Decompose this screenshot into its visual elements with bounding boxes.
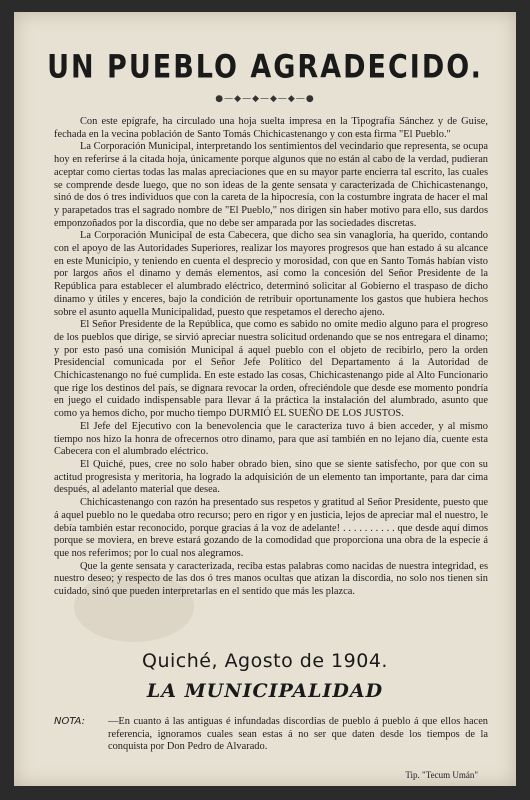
paragraph: Que la gente sensata y caracterizada, reciba estas palabras como nacidas de nuestra integridad, es nuestro deseo; y respecto de las dos ó tres manos ocultas que atizan la discordia, no solo nos tienen sin cuidado, sinó que pueden interpretarlas en el sentido que más les plazca. xyxy=(54,560,488,598)
printed-sheet xyxy=(14,12,516,786)
paragraph: El Jefe del Ejecutivo con la benevolencia que le caracteriza tuvo á bien acceder, y al mismo tiempo nos hizo la honra de ofrecernos otro dinamo, para que así también en no lejano día, cuente esta Cabecera con el alumbrado eléctrico. xyxy=(54,420,488,458)
paragraph: Chichicastenango con razón ha presentado sus respetos y gratitud al Señor Presidente, puesto que á aquel pueblo no le quedaba otro recurso; pero en rigor y en justicia, lejos de apreciar mal el nuestro, le debía también estar reconocido, porque gracias á la voz de adelante! . . . . . . . . . . que desde aquí dimos porque se moviera, en breve estará gozando de la comodidad que proporciona una obra de la especie á que nos referimos; por lo cual nos alegramos. xyxy=(54,497,488,559)
paragraph: La Corporación Municipal de esta Cabecera, que dicho sea sin vanagloria, ha querido, contando con el apoyo de las Autoridades Superiores, realizar los mayores progresos que han estado á su alcance en este Municipio, y teniendo en cuenta el desprecio y morosidad, con que en Santo Tomás habían visto por largos años el dinamo y demás elementos, así como la concesión del Señor Presidente de la República para establecer el alumbrado eléctrico, determinó solicitar al Gobierno el traspaso de dicho dinamo y útiles y enceres, bajo la condición de retribuir oportunamente los gastos que hubiera hechos sobre el asunto aquella Municipalidad, puesto que respetamos el derecho ajeno. xyxy=(54,230,488,318)
paragraph: El Señor Presidente de la República, que como es sabido no omite medio alguno para el progreso de los pueblos que dirige, se sirvió apreciar nuestra solicitud ordenando que se nos entregara el dinamo; y por esto pasó una comisión Municipal á aquel pueblo con el objeto de recibirlo, pero la orden Presidencial comunicada por el Señor Jefe Político del Departamento á la Autoridad de Chichicastenango no fué cumplida. En este estado las cosas, Chichicastenango pide al Alto Funcionario que rige los destinos del país, se dignara revocar la orden, ofreciéndole que desde ese momento pondría en juego el cuidado indispensable para llevar á la práctica la instalación del alumbrado, asunto que como ya hemos dicho, por mucho tiempo DURMIÓ EL SUEÑO DE LOS JUSTOS. xyxy=(54,319,488,420)
body-text xyxy=(54,116,488,599)
place-date-line: Quiché, Agosto de 1904. xyxy=(142,650,388,672)
note-text: —En cuanto á las antiguas é infundadas discordias de pueblo á pueblo á que ellos hacen referencia, ignoramos cuales sean estas á no ser que daten desde los tiempos de la conquista por Don Pedro de Alvarado. xyxy=(108,716,488,753)
signature: LA MUNICIPALIDAD xyxy=(146,680,384,702)
paragraph: La Corporación Municipal, interpretando los sentimientos del vecindario que representa, se ocupa hoy en referirse á la citada hoja, únicamente porque algunos que no están al cabo de la verdad, pudieran aceptar como ciertas todas las malas apreciaciones que en su mayor parte encierra tal escrito, las cuales se comprende desde luego, que no son ideas de la gente sensata y caracterizada de Chichicastenango, sinó de dos ó tres individuos que con la careta de la hipocresía, con la costumbre ingrata de hacer el mal y parapetados tras el sagrado nombre de "El Pueblo," nos dirigen sin haber motivo para ello, sus dardos emponzoñados por la discordia, que no debe ser amparada por las sociedades discretas. xyxy=(54,141,488,229)
footnote xyxy=(54,716,488,754)
printer-imprint: Tip. "Tecum Umán" xyxy=(405,770,478,780)
paragraph: El Quiché, pues, cree no solo haber obrado bien, sino que se siente satisfecho, por que con su actitud progresista y meritoria, ha logrado la adquisición de un elemento tan importante, para dar cima después, al adelanto material que desea. xyxy=(54,458,488,496)
ornament-divider: ●—◆—◆—◆—◆—● xyxy=(215,94,315,104)
paragraph: Con este epígrafe, ha circulado una hoja suelta impresa en la Tipografía Sánchez y de Guise, fechada en la vecina población de Santo Tomás Chichicastenango y con esta firma "El Pueblo." xyxy=(54,116,488,140)
document-title: UN PUEBLO AGRADECIDO. xyxy=(47,49,483,86)
note-label: NOTA: xyxy=(54,716,85,727)
